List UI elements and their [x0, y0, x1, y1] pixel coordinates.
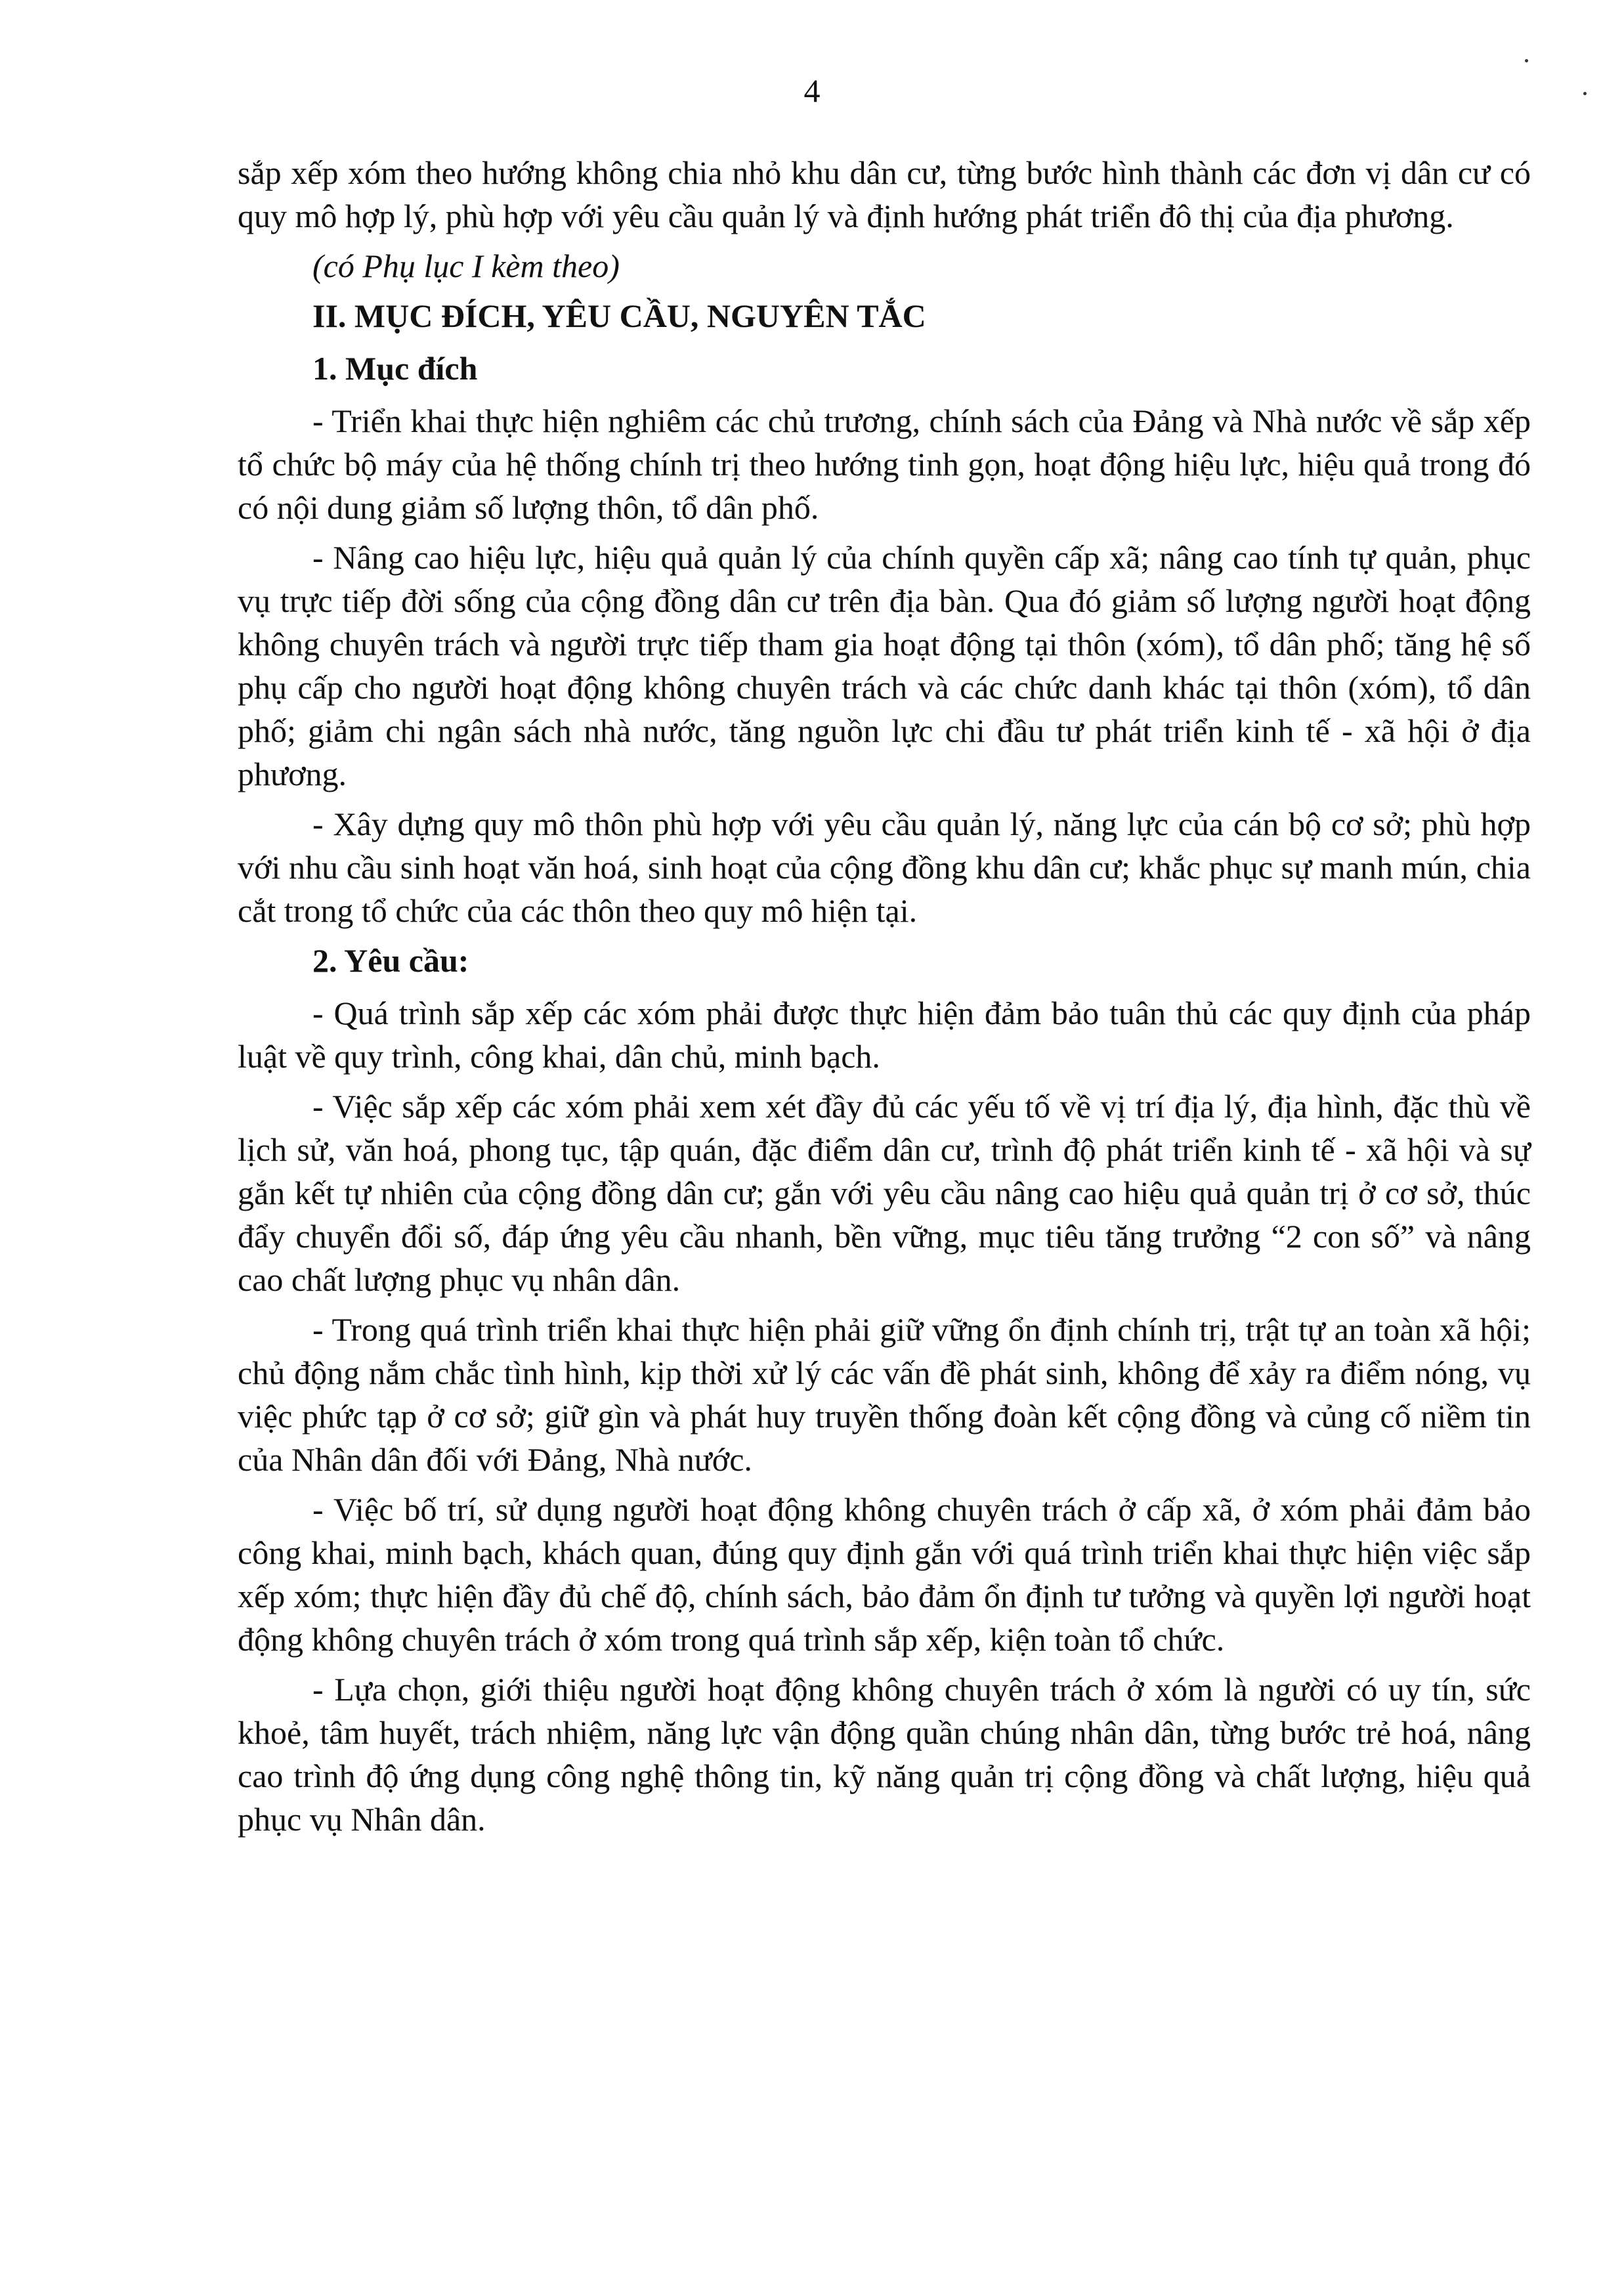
paragraph: - Xây dựng quy mô thôn phù hợp với yêu cầu quản lý, năng lực của cán bộ cơ sở; phù hợp với nhu cầu sinh hoạt văn hoá, sinh hoạt của cộng đồng khu dân cư; khắc phục sự manh mún, chia cắt trong tổ chức của các thôn theo quy mô hiện tại. [238, 806, 1531, 929]
scan-speck [1583, 92, 1587, 95]
paragraph: - Việc bố trí, sử dụng người hoạt động không chuyên trách ở cấp xã, ở xóm phải đảm bảo công khai, minh bạch, khách quan, đúng quy định gắn với quá trình triển khai thực hiện việc sắp xếp xóm; thực hiện đầy đủ chế độ, chính sách, bảo đảm ổn định tư tưởng và quyền lợi người hoạt động không chuyên trách ở xóm trong quá trình sắp xếp, kiện toàn tổ chức. [238, 1491, 1531, 1658]
paragraph: - Nâng cao hiệu lực, hiệu quả quản lý của chính quyền cấp xã; nâng cao tính tự quản, phục vụ trực tiếp đời sống của cộng đồng dân cư trên địa bàn. Qua đó giảm số lượng người hoạt động không chuyên trách và người trực tiếp tham gia hoạt động tại thôn (xóm), tổ dân phố; tăng hệ số phụ cấp cho người hoạt động không chuyên trách và các chức danh khác tại thôn (xóm), tổ dân phố; giảm chi ngân sách nhà nước, tăng nguồn lực chi đầu tư phát triển kinh tế - xã hội ở địa phương. [238, 539, 1531, 792]
paragraph: - Việc sắp xếp các xóm phải xem xét đầy đủ các yếu tố về vị trí địa lý, địa hình, đặc thù về lịch sử, văn hoá, phong tục, tập quán, đặc điểm dân cư, trình độ phát triển kinh tế - xã hội và sự gắn kết tự nhiên của cộng đồng dân cư; gắn với yêu cầu nâng cao hiệu quả quản trị ở cơ sở, thúc đẩy chuyển đổi số, đáp ứng yêu cầu nhanh, bền vững, mục tiêu tăng trưởng “2 con số” và nâng cao chất lượng phục vụ nhân dân. [238, 1088, 1531, 1298]
appendix-note: (có Phụ lục I kèm theo) [312, 248, 620, 284]
page-number: 4 [803, 72, 821, 109]
paragraph: - Triển khai thực hiện nghiêm các chủ trương, chính sách của Đảng và Nhà nước về sắp xếp tổ chức bộ máy của hệ thống chính trị theo hướng tinh gọn, hoạt động hiệu lực, hiệu quả trong đó có nội dung giảm số lượng thôn, tổ dân phố. [238, 402, 1531, 526]
paragraph: - Lựa chọn, giới thiệu người hoạt động không chuyên trách ở xóm là người có uy tín, sức khoẻ, tâm huyết, trách nhiệm, năng lực vận động quần chúng nhân dân, từng bước trẻ hoá, nâng cao trình độ ứng dụng công nghệ thông tin, kỹ năng quản trị cộng đồng và chất lượng, hiệu quả phục vụ Nhân dân. [238, 1671, 1531, 1838]
paragraph: - Trong quá trình triển khai thực hiện phải giữ vững ổn định chính trị, trật tự an toàn xã hội; chủ động nắm chắc tình hình, kịp thời xử lý các vấn đề phát sinh, không để xảy ra điểm nóng, vụ việc phức tạp ở cơ sở; giữ gìn và phát huy truyền thống đoàn kết cộng đồng và củng cố niềm tin của Nhân dân đối với Đảng, Nhà nước. [238, 1311, 1531, 1478]
paragraph: - Quá trình sắp xếp các xóm phải được thực hiện đảm bảo tuân thủ các quy định của pháp luật về quy trình, công khai, dân chủ, minh bạch. [238, 995, 1531, 1075]
scan-speck [1525, 59, 1528, 62]
paragraph-continuation: sắp xếp xóm theo hướng không chia nhỏ khu dân cư, từng bước hình thành các đơn vị dân cư có quy mô hợp lý, phù hợp với yêu cầu quản lý và định hướng phát triển đô thị của địa phương. [238, 154, 1531, 234]
document-body [238, 151, 1531, 1847]
subsection-heading-purpose: 1. Mục đích [312, 350, 478, 387]
section-heading: II. MỤC ĐÍCH, YÊU CẦU, NGUYÊN TẮC [312, 297, 926, 334]
subsection-heading-requirements: 2. Yêu cầu: [312, 942, 469, 979]
